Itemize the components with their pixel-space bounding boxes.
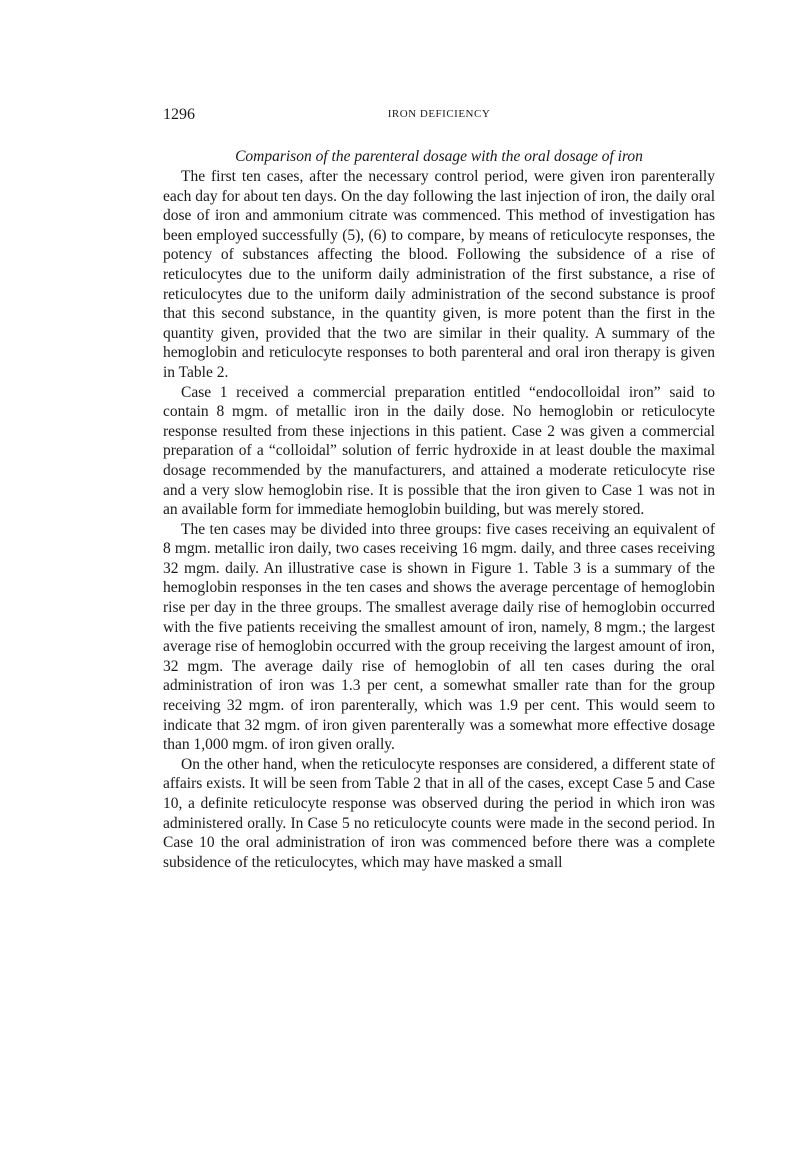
paragraph-case-1-and-2: Case 1 received a commercial preparation entitled “endocolloidal iron” said to contain 8 mgm. of metallic iron in the daily dose. No hemoglobin or reticulocyte response resulted from these injections in this patient. Case 2 was given a commercial preparation of a “colloidal” solution of ferric hydroxide in at least double the maximal dosage recommended by the manufacturers, and attained a moderate reticulocyte rise and a very slow hemoglobin rise. It is possible that the iron given to Case 1 was not in an available form for immediate hemoglobin building, but was merely stored. <box>163 383 715 519</box>
running-title: IRON DEFICIENCY <box>387 108 491 120</box>
paragraph-three-dosage-groups: The ten cases may be divided into three groups: five cases receiving an equivalent of 8 mgm. metallic iron daily, two cases receiving 16 mgm. daily, and three cases receiving 32 mgm. daily. An illustrative case is shown in Figure 1. Table 3 is a summary of the hemoglobin responses in the ten cases and shows the average percentage of hemoglobin rise per day in the three groups. The smallest average daily rise of hemoglobin occurred with the five patients receiving the smallest amount of iron, namely, 8 mgm.; the largest average rise of hemoglobin occurred with the group receiving the largest amount of iron, 32 mgm. The average daily rise of hemoglobin of all ten cases during the oral administration of iron was 1.3 per cent, a somewhat smaller rate than for the group receiving 32 mgm. of iron parenterally, which was 1.9 per cent. This would seem to indicate that 32 mgm. of iron given parenterally was a somewhat more effective dosage than 1,000 mgm. of iron given orally. <box>163 520 715 754</box>
journal-page <box>163 106 715 872</box>
paragraph-reticulocyte-responses: On the other hand, when the reticulocyte responses are considered, a different state of affairs exists. It will be seen from Table 2 that in all of the cases, except Case 5 and Case 10, a definite reticulocyte response was observed during the period in which iron was administered orally. In Case 5 no reticulocyte counts were made in the second period. In Case 10 the oral administration of iron was commenced before there was a complete subsidence of the reticulocytes, which may have masked a small <box>163 755 715 871</box>
paragraph-parenteral-vs-oral-method: The first ten cases, after the necessary control period, were given iron parenterally each day for about ten days. On the day following the last injection of iron, the daily oral dose of iron and ammonium citrate was commenced. This method of investigation has been employed successfully (5), (6) to compare, by means of reticulocyte responses, the potency of substances affecting the blood. Following the subsidence of a rise of reticulocytes due to the uniform daily administration of the first substance, a rise of reticulocytes due to the uniform daily administration of the second substance is proof that this second substance, in the quantity given, is more potent than the first in the quantity given, provided that the two are similar in their quality. A summary of the hemoglobin and reticulocyte responses to both parenteral and oral iron therapy is given in Table 2. <box>163 168 715 381</box>
section-heading: Comparison of the parenteral dosage with the oral dosage of iron <box>235 148 643 165</box>
page-number: 1296 <box>163 106 195 123</box>
running-head <box>163 106 715 126</box>
